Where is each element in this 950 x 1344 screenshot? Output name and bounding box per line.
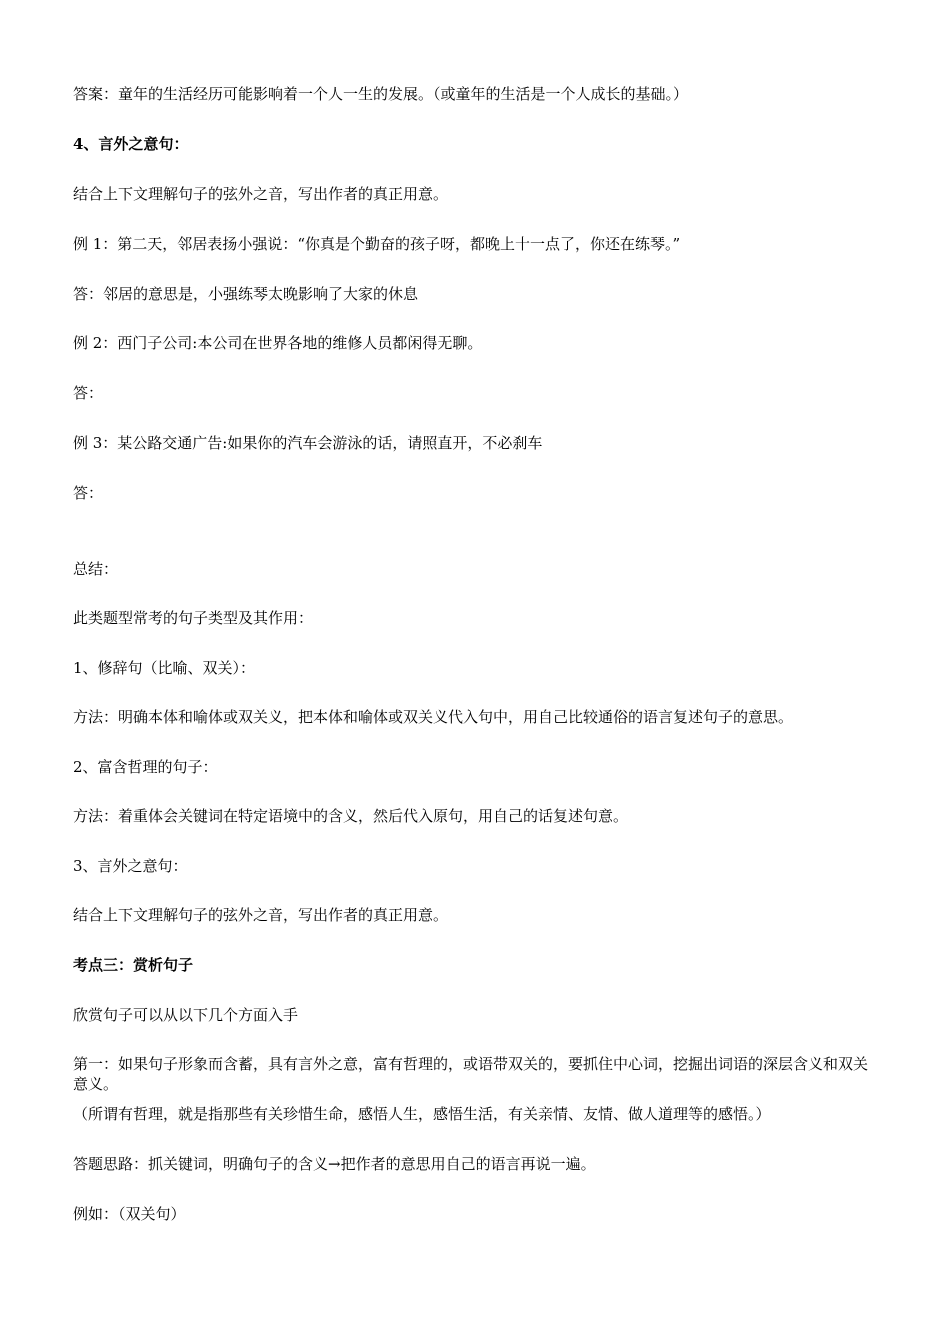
type-2-method: 方法：着重体会关键词在特定语境中的含义，然后代入原句，用自己的话复述句意。 [73,807,629,825]
answer-3: 答： [73,484,104,502]
appreciation-intro: 欣赏句子可以从以下几个方面入手 [73,1006,299,1024]
answer-paragraph: 答案：童年的生活经历可能影响着一个人一生的发展。（或童年的生活是一个人成长的基础。） [73,85,689,103]
type-1-heading: 1、修辞句（比喻、双关）： [73,659,256,677]
example-intro: 例如：（双关句） [73,1205,186,1223]
section-heading-implied-meaning: 4、言外之意句： [73,135,189,153]
instruction-paragraph: 结合上下文理解句子的弦外之音，写出作者的真正用意。 [73,185,449,203]
type-2-heading: 2、富含哲理的句子： [73,758,218,776]
example-2: 例 2：西门子公司:本公司在世界各地的维修人员都闲得无聊。 [73,334,483,352]
type-3-method: 结合上下文理解句子的弦外之音，写出作者的真正用意。 [73,906,449,924]
philosophy-note: （所谓有哲理，就是指那些有关珍惜生命，感悟人生，感悟生活，有关亲情、友情、做人道理等的感悟。） [73,1105,771,1123]
answer-2: 答： [73,384,104,402]
answer-1: 答：邻居的意思是，小强练琴太晚影响了大家的休息 [73,285,419,303]
first-point-line-2: 意义。 [73,1075,119,1093]
type-1-method: 方法：明确本体和喻体或双关义，把本体和喻体或双关义代入句中，用自己比较通俗的语言复述句子的意思。 [73,708,794,726]
first-point-line-1: 第一：如果句子形象而含蓄，具有言外之意，富有哲理的，或语带双关的，要抓住中心词，挖掘出词语的深层含义和双关 [73,1055,869,1073]
section-heading-appreciation: 考点三：赏析句子 [73,956,194,974]
example-3: 例 3：某公路交通广告:如果你的汽车会游泳的话，请照直开，不必刹车 [73,434,543,452]
summary-intro: 此类题型常考的句子类型及其作用： [73,609,314,627]
answer-approach: 答题思路：抓关键词，明确句子的含义→把作者的意思用自己的语言再说一遍。 [73,1155,596,1173]
summary-heading: 总结： [73,560,119,578]
type-3-heading: 3、言外之意句： [73,857,188,875]
example-1: 例 1：第二天，邻居表扬小强说：“你真是个勤奋的孩子呀，都晚上十一点了，你还在练琴。” [73,235,681,253]
